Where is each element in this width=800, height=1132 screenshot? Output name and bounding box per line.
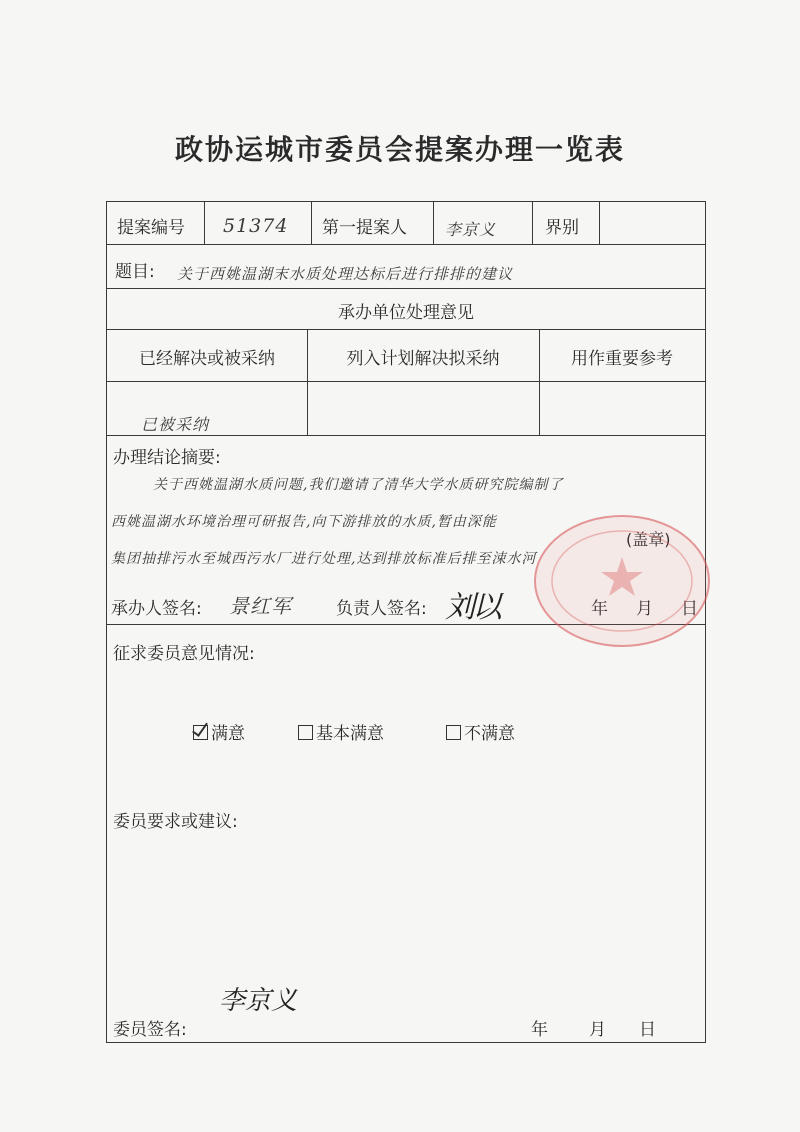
leader-signature: 刘以 bbox=[445, 590, 499, 625]
row-divider bbox=[107, 435, 705, 436]
member-date-month: 月 bbox=[589, 1020, 606, 1040]
checkbox-satisfied[interactable] bbox=[193, 725, 208, 740]
handling-opinion-header: 承办单位处理意见 bbox=[338, 303, 474, 323]
reference-label: 用作重要参考 bbox=[571, 349, 673, 369]
option-satisfied-label: 满意 bbox=[211, 724, 245, 744]
seal-star-icon bbox=[536, 517, 708, 645]
first-proposer-value: 李京义 bbox=[445, 220, 497, 239]
summary-label: 办理结论摘要: bbox=[113, 448, 221, 468]
option-unsatisfied[interactable] bbox=[446, 719, 515, 744]
handler-signature-label: 承办人签名: bbox=[111, 599, 202, 619]
col-divider bbox=[532, 202, 533, 244]
handler-date-day: 日 bbox=[681, 599, 698, 619]
subject-value: 关于西姚温湖末水质处理达标后进行排排的建议 bbox=[177, 265, 514, 283]
col-divider bbox=[204, 202, 205, 244]
adopted-value: 已被采纳 bbox=[141, 415, 210, 434]
proposal-number-label: 提案编号 bbox=[117, 218, 185, 238]
adopted-label: 已经解决或被采纳 bbox=[139, 349, 275, 369]
proposal-number-value: 51374 bbox=[223, 215, 289, 237]
summary-line-1: 关于西姚温湖水质问题,我们邀请了清华大学水质研究院编制了 bbox=[153, 477, 564, 493]
sector-label: 界别 bbox=[545, 218, 579, 238]
leader-signature-label: 负责人签名: bbox=[336, 599, 427, 619]
row-divider bbox=[107, 329, 705, 330]
summary-line-3: 集团抽排污水至城西污水厂进行处理,达到排放标准后排至涑水河 bbox=[111, 551, 537, 567]
member-date-year: 年 bbox=[531, 1020, 548, 1040]
member-opinion-label: 征求委员意见情况: bbox=[113, 644, 255, 664]
option-satisfied[interactable] bbox=[193, 719, 245, 744]
subject-label: 题目: bbox=[115, 262, 155, 282]
handler-date-month: 月 bbox=[636, 599, 653, 619]
planned-label: 列入计划解决拟采纳 bbox=[346, 349, 500, 369]
checkbox-unsatisfied[interactable] bbox=[446, 725, 461, 740]
col-divider bbox=[599, 202, 600, 244]
handler-date-year: 年 bbox=[591, 599, 608, 619]
col-divider bbox=[433, 202, 434, 244]
row-divider bbox=[107, 288, 705, 289]
option-basically-satisfied[interactable] bbox=[298, 719, 384, 744]
summary-line-2: 西姚温湖水环境治理可研报告,向下游排放的水质,暂由深能 bbox=[111, 514, 497, 530]
document-title: 政协运城市委员会提案办理一览表 bbox=[174, 133, 625, 166]
handler-signature: 景红军 bbox=[229, 594, 292, 618]
row-divider bbox=[107, 381, 705, 382]
member-signature: 李京义 bbox=[219, 986, 298, 1016]
member-signature-label: 委员签名: bbox=[113, 1020, 187, 1040]
col-divider bbox=[311, 202, 312, 244]
option-unsatisfied-label: 不满意 bbox=[464, 724, 515, 744]
seal-caption: (盖章) bbox=[626, 530, 671, 549]
option-basically-satisfied-label: 基本满意 bbox=[316, 724, 384, 744]
first-proposer-label: 第一提案人 bbox=[322, 218, 407, 238]
member-suggestion-label: 委员要求或建议: bbox=[113, 812, 238, 832]
row-divider bbox=[107, 244, 705, 245]
checkbox-basically-satisfied[interactable] bbox=[298, 725, 313, 740]
official-seal bbox=[534, 515, 710, 647]
member-date-day: 日 bbox=[639, 1020, 656, 1040]
